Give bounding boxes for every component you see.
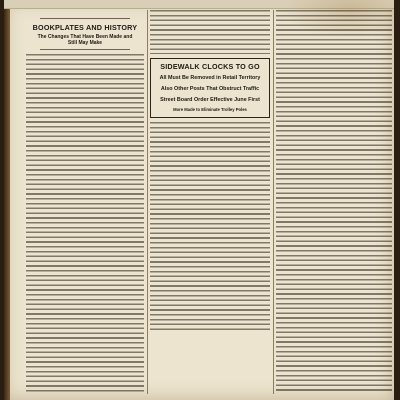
right-column <box>276 10 392 396</box>
center-article-deck-3: Street Board Order Effective June First <box>160 97 260 103</box>
left-article-rule <box>40 49 130 50</box>
center-article-deck-1: All Must Be Removed in Retail Territory <box>159 75 261 81</box>
left-column <box>26 10 144 396</box>
center-article-headline: SIDEWALK CLOCKS TO GO <box>160 62 260 71</box>
left-article-deck-line-2: Still May Make <box>67 40 103 46</box>
center-top-body <box>150 10 270 54</box>
right-column-body <box>276 10 392 392</box>
center-column <box>150 10 270 396</box>
left-article-deck-line-1: The Changes That Have Been Made and <box>37 34 133 40</box>
center-article-body <box>150 122 270 332</box>
top-rule <box>40 18 130 19</box>
column-rule-left <box>147 10 148 394</box>
center-article-deck-4: More Made to Eliminate Trolley Poles <box>173 107 247 112</box>
center-article-deck-2: Also Other Posts That Obstruct Traffic <box>160 86 260 92</box>
left-article-headline: BOOKPLATES AND HISTORY <box>32 23 138 32</box>
left-article-body <box>26 54 144 394</box>
column-rule-right <box>273 10 274 394</box>
clipping-page <box>4 0 394 400</box>
left-article-deck <box>26 34 144 46</box>
binding-edge <box>4 0 10 400</box>
center-article-headline-box <box>150 58 270 118</box>
